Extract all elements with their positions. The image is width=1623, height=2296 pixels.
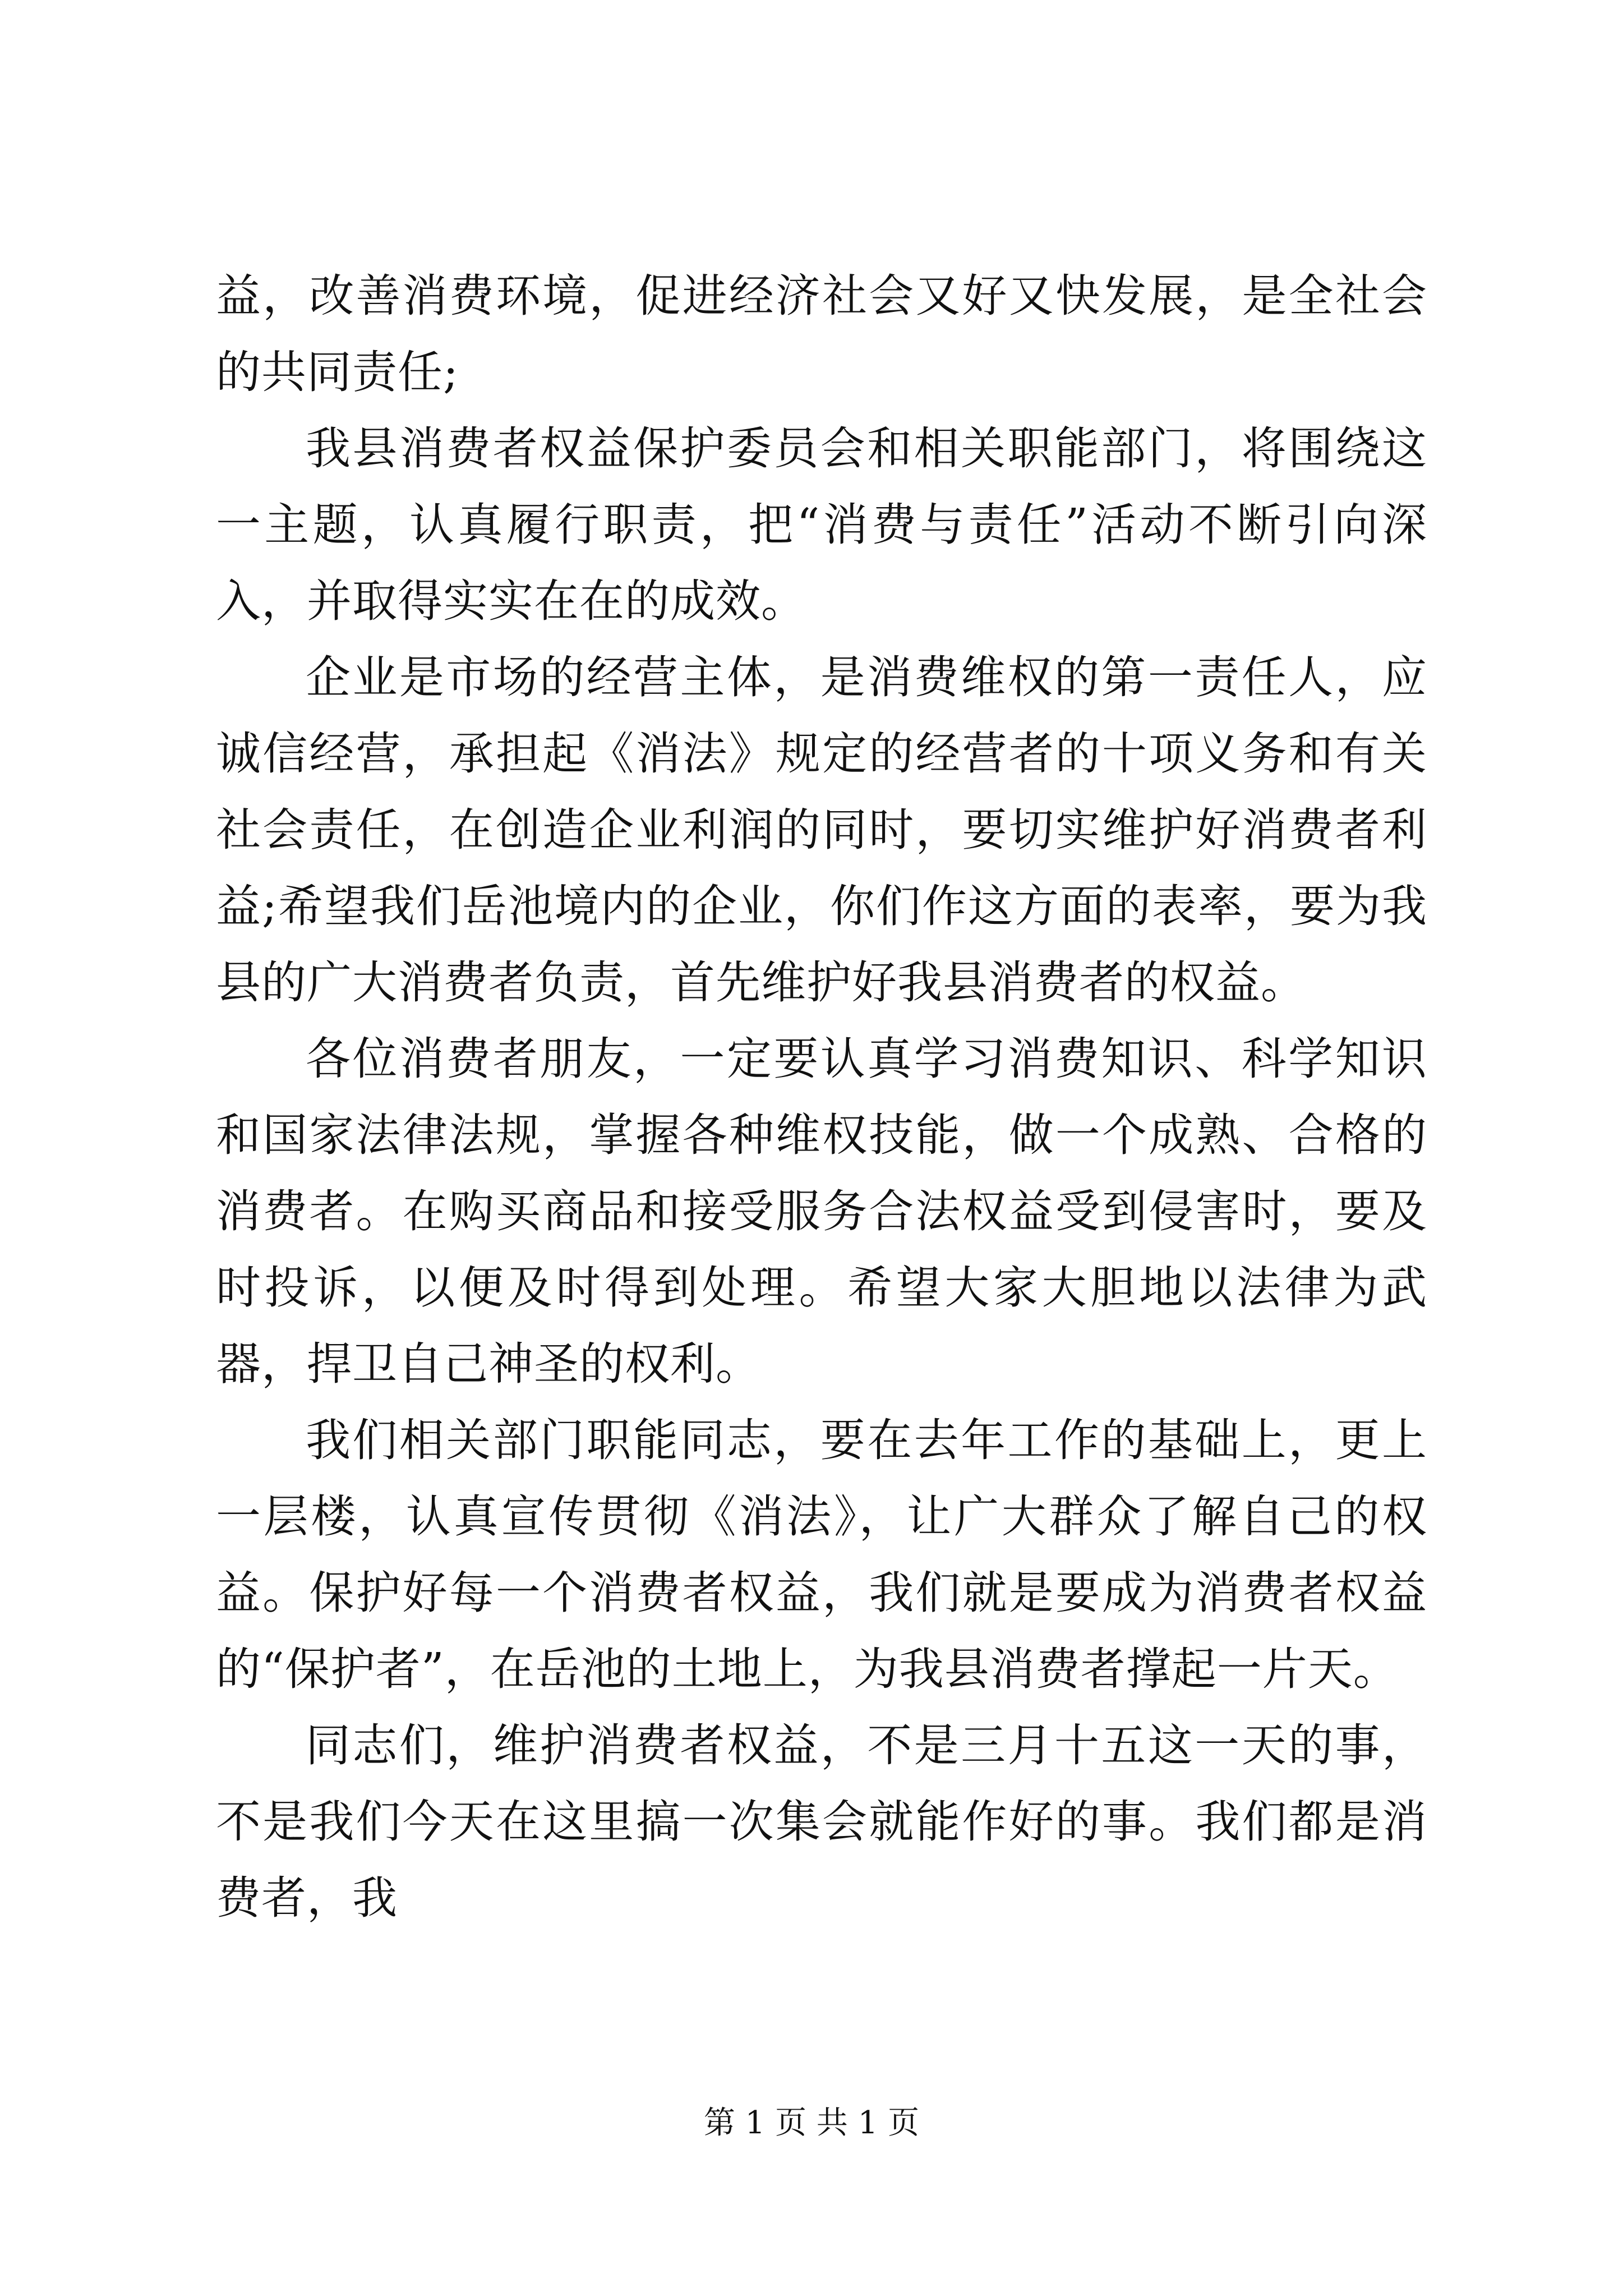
page-number-label: 第 1 页 共 1 页 (703, 2105, 920, 2141)
paragraph-5: 我们相关部门职能同志，要在去年工作的基础上，更上一层楼，认真宣传贯彻《消法》，让广大群众了解自己的权益。保护好每一个消费者权益，我们就是要成为消费者权益的“保护者”，在岳池的土地上，为我县消费者撑起一片天。 (216, 1414, 1427, 1695)
paragraph-4: 各位消费者朋友，一定要认真学习消费知识、科学知识和国家法律法规，掌握各种维权技能，做一个成熟、合格的消费者。在购买商品和接受服务合法权益受到侵害时，要及时投诉，以便及时得到处理。希望大家大胆地以法律为武器，捍卫自己神圣的权利。 (216, 1033, 1427, 1390)
paragraph-6: 同志们，维护消费者权益，不是三月十五这一天的事，不是我们今天在这里搞一次集会就能作好的事。我们都是消费者，我 (216, 1719, 1427, 1924)
document-body (216, 258, 1427, 1936)
paragraph-1: 益，改善消费环境，促进经济社会又好又快发展，是全社会的共同责任; (216, 270, 1427, 398)
paragraph-2: 我县消费者权益保护委员会和相关职能部门，将围绕这一主题，认真履行职责，把“消费与责任”活动不断引向深入，并取得实实在在的成效。 (216, 422, 1427, 627)
page-footer (0, 2101, 1623, 2146)
paragraph-3: 企业是市场的经营主体，是消费维权的第一责任人，应诚信经营，承担起《消法》规定的经营者的十项义务和有关社会责任，在创造企业利润的同时，要切实维护好消费者利益;希望我们岳池境内的企业，你们作这方面的表率，要为我县的广大消费者负责，首先维护好我县消费者的权益。 (216, 651, 1427, 1009)
